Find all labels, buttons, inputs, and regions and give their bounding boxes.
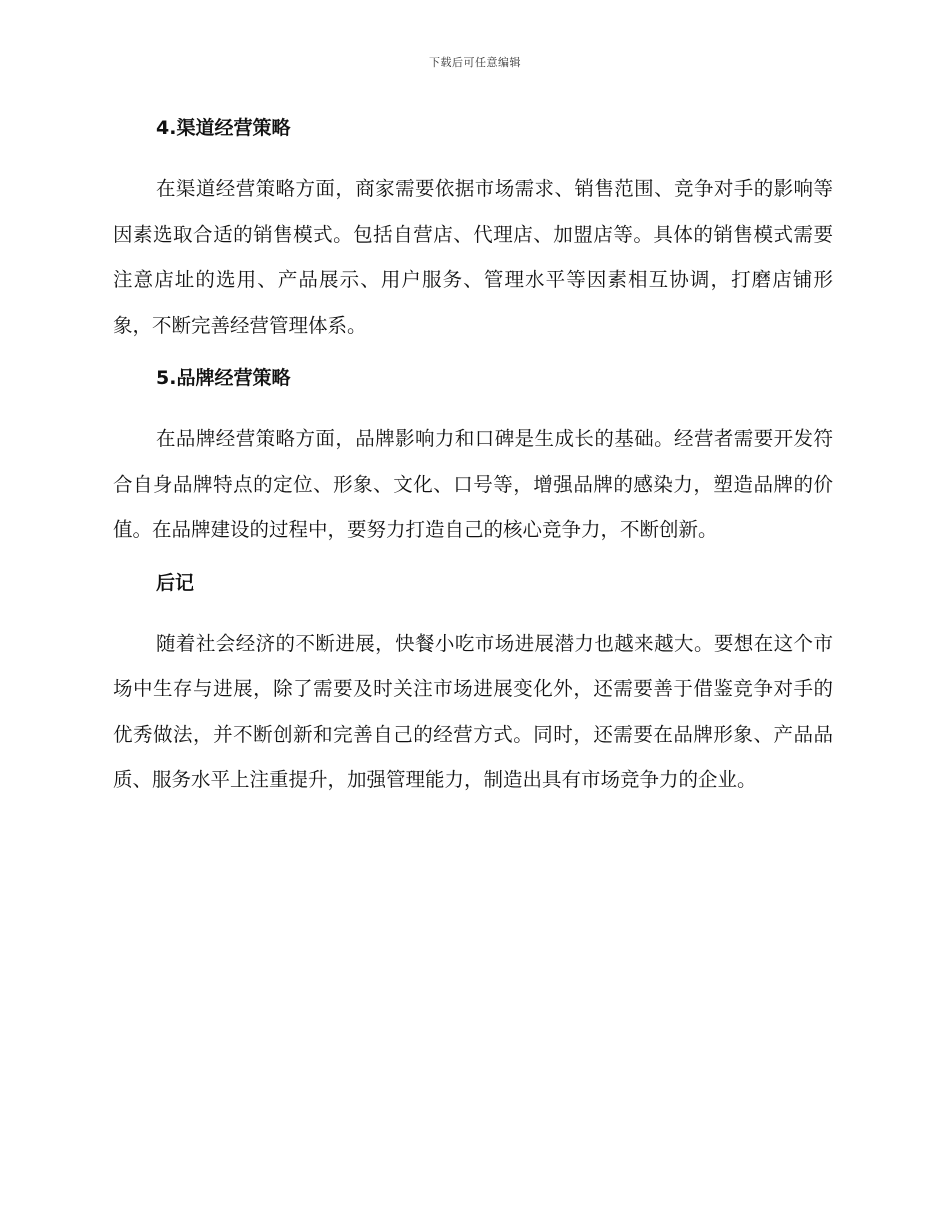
section-heading: 4.渠道经营策略	[156, 117, 291, 139]
section-paragraph: 在品牌经营策略方面，品牌影响力和口碑是生成长的基础。经营者需要开发符合自身品牌特点的定位、形象、文化、口号等，增强品牌的感染力，塑造品牌的价值。在品牌建设的过程中，要努力打造自己的核心竞争力，不断创新。	[113, 427, 833, 541]
document-body	[113, 112, 833, 817]
section-brand-strategy	[113, 362, 833, 553]
section-postscript	[113, 567, 833, 803]
section-channel-strategy	[113, 112, 833, 348]
section-heading: 后记	[156, 571, 195, 594]
section-heading: 5.品牌经营策略	[156, 367, 291, 389]
page-header: 下载后可任意编辑	[429, 56, 521, 69]
section-paragraph: 随着社会经济的不断进展，快餐小吃市场进展潜力也越来越大。要想在这个市场中生存与进展，除了需要及时关注市场进展变化外，还需要善于借鉴竞争对手的优秀做法，并不断创新和完善自己的经营方式。同时，还需要在品牌形象、产品品质、服务水平上注重提升，加强管理能力，制造出具有市场竞争力的企业。	[113, 631, 833, 791]
section-paragraph: 在渠道经营策略方面，商家需要依据市场需求、销售范围、竞争对手的影响等因素选取合适的销售模式。包括自营店、代理店、加盟店等。具体的销售模式需要注意店址的选用、产品展示、用户服务、管理水平等因素相互协调，打磨店铺形象，不断完善经营管理体系。	[113, 177, 833, 337]
